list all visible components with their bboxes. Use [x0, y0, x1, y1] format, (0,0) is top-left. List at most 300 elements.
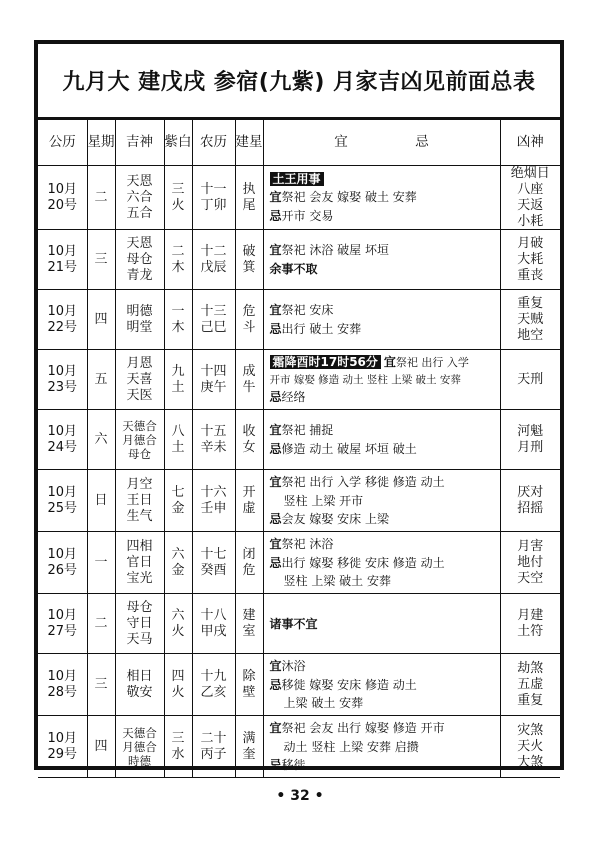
nongli-cell: [192, 470, 235, 532]
xiongshen-cell-line: 河魁: [517, 424, 544, 440]
yiji-line: [270, 657, 500, 676]
xiongshen-cell: [500, 410, 560, 470]
yiji-text: 祭祀 沐浴: [281, 537, 334, 552]
table-row: [38, 532, 560, 594]
jishen-cell: [115, 654, 164, 716]
xiongshen-cell-line: 大耗: [517, 252, 544, 267]
xiongshen-cell-line: 土符: [517, 623, 544, 639]
date-cell-line: 22号: [47, 319, 78, 335]
xiongshen-cell: [500, 166, 560, 230]
date-cell: [38, 410, 87, 470]
table-row: [38, 350, 560, 410]
jishen-cell-line: 母仓: [126, 252, 153, 267]
zibai-cell: [164, 470, 192, 532]
jishen-cell-line: 守日: [126, 616, 153, 631]
jishen-cell-line: 宝光: [126, 570, 153, 586]
yiji-line: [270, 320, 500, 339]
jishen-cell-line: 青龙: [126, 267, 153, 283]
jianxing-cell-line: 满: [242, 731, 256, 747]
jishen-cell-line: 月恩: [126, 356, 153, 372]
yiji-line: [270, 188, 500, 207]
jishen-cell-line: 五合: [126, 205, 153, 221]
zibai-cell-line: 四: [171, 669, 185, 685]
zibai-cell: [164, 594, 192, 654]
xiongshen-cell-line: 天返: [517, 197, 544, 213]
week-cell: 四: [87, 716, 115, 778]
nongli-cell-line: 十八: [200, 608, 227, 624]
yiji-line: [270, 473, 500, 492]
yiji-tag: 宜: [269, 190, 282, 205]
table-row: [38, 290, 560, 350]
xiongshen-cell: [500, 654, 560, 716]
table-row: [38, 654, 560, 716]
yiji-cell: [263, 532, 500, 594]
yiji-tag: 忌: [269, 209, 282, 224]
jianxing-cell: [235, 350, 263, 410]
nongli-cell-line: 甲戌: [200, 623, 227, 639]
week-cell: 日: [87, 470, 115, 532]
xiongshen-cell: [500, 594, 560, 654]
xiongshen-cell-line: 厌对: [517, 485, 544, 501]
highlight-badge: 霜降酉时17时56分: [270, 355, 381, 369]
nongli-cell-line: 十三: [200, 304, 227, 320]
jishen-cell-line: 天医: [126, 387, 153, 403]
yiji-text: 祭祀 会友 嫁娶 破土 安葬: [281, 190, 417, 205]
week-cell: 三: [87, 654, 115, 716]
zibai-cell: [164, 410, 192, 470]
zibai-cell-line: 一: [171, 304, 185, 320]
yiji-line: [270, 260, 500, 279]
jianxing-cell-line: 箕: [242, 259, 256, 275]
date-cell: [38, 594, 87, 654]
date-cell-line: 25号: [47, 500, 78, 516]
week-cell: 二: [87, 166, 115, 230]
jishen-cell-line: 時德: [128, 753, 151, 768]
xiongshen-cell-line: 重复: [517, 692, 544, 708]
week-cell: 二: [87, 594, 115, 654]
header-jianxing: 建星: [235, 120, 263, 166]
jianxing-cell-line: 室: [242, 623, 256, 639]
yiji-tag: 忌: [269, 321, 282, 336]
table-row: [38, 594, 560, 654]
xiongshen-cell-line: 八座: [517, 181, 544, 197]
yiji-text: 开市 嫁娶 修造 动土 竖柱 上梁 破土 安葬: [269, 373, 461, 386]
xiongshen-cell-line: 月刑: [517, 439, 544, 455]
xiongshen-cell: [500, 230, 560, 290]
yiji-cell: [263, 350, 500, 410]
zibai-cell-line: 三: [171, 731, 185, 747]
jishen-cell: [115, 470, 164, 532]
zibai-cell-line: 金: [171, 500, 185, 516]
yiji-cell: [263, 594, 500, 654]
jishen-cell-line: 天恩: [126, 173, 153, 189]
zibai-cell-line: 木: [171, 319, 185, 335]
xiongshen-cell-line: 月害: [517, 539, 544, 555]
yiji-cell: [263, 410, 500, 470]
nongli-cell-line: 十五: [200, 424, 227, 440]
date-cell-line: 10月: [47, 364, 78, 380]
yiji-cell: [263, 166, 500, 230]
date-cell-line: 27号: [47, 623, 78, 639]
jishen-cell-line: 相日: [126, 669, 153, 685]
nongli-cell-line: 己巳: [200, 319, 227, 335]
yiji-tag: 忌: [269, 758, 282, 773]
jianxing-cell: [235, 166, 263, 230]
yiji-line: [270, 301, 500, 320]
nongli-cell-line: 十二: [200, 244, 227, 260]
nongli-cell: [192, 532, 235, 594]
xiongshen-cell-line: 地付: [517, 555, 544, 570]
page-number: • 32 •: [276, 788, 324, 804]
xiongshen-cell-line: 劫煞: [517, 661, 544, 677]
date-cell: [38, 716, 87, 778]
yiji-line: [270, 676, 500, 695]
nongli-cell-line: 壬申: [200, 500, 227, 516]
week-cell: 六: [87, 410, 115, 470]
jishen-cell: [115, 290, 164, 350]
jianxing-cell-line: 闭: [242, 547, 256, 563]
yiji-cell: [263, 230, 500, 290]
date-cell-line: 21号: [47, 259, 78, 275]
yiji-text: 祭祀 捕捉: [281, 423, 334, 438]
nongli-cell-line: 庚午: [200, 379, 227, 395]
yiji-tag: 宜: [383, 355, 396, 370]
zibai-cell-line: 火: [171, 623, 185, 639]
table-row: [38, 230, 560, 290]
xiongshen-cell: [500, 532, 560, 594]
xiongshen-cell: [500, 470, 560, 532]
yiji-line: [270, 421, 500, 440]
zibai-cell-line: 金: [171, 562, 185, 578]
jianxing-cell-line: 女: [242, 439, 256, 455]
zibai-cell: [164, 290, 192, 350]
date-cell-line: 10月: [47, 669, 78, 685]
xiongshen-cell-line: 重复: [517, 296, 544, 312]
yiji-text: 祭祀 出行 入学 移徙 修造 动土: [281, 475, 445, 490]
yiji-line: [270, 719, 500, 738]
jianxing-cell-line: 斗: [242, 319, 256, 335]
yiji-line: [270, 353, 500, 372]
nongli-cell: [192, 716, 235, 778]
yiji-tag: 宜: [269, 243, 282, 258]
zibai-cell: [164, 532, 192, 594]
yiji-line: [270, 535, 500, 554]
date-cell-line: 10月: [47, 304, 78, 320]
jishen-cell-line: 母仓: [126, 600, 153, 616]
date-cell-line: 10月: [47, 608, 78, 624]
xiongshen-cell: [500, 290, 560, 350]
zibai-cell-line: 六: [171, 547, 185, 563]
yiji-tag: 忌: [269, 390, 282, 405]
nongli-cell-line: 十六: [200, 485, 227, 501]
header-zibai: 紫白: [164, 120, 192, 166]
nongli-cell-line: 丁卯: [200, 197, 227, 213]
nongli-cell-line: 癸酉: [200, 562, 227, 578]
yiji-text: 出行 嫁娶 移徙 安床 修造 动土: [281, 555, 445, 570]
jianxing-cell-line: 危: [242, 304, 256, 320]
yiji-cell: [263, 716, 500, 778]
nongli-cell-line: 十一: [200, 181, 227, 197]
date-cell: [38, 290, 87, 350]
yiji-text: 沐浴: [281, 659, 306, 674]
xiongshen-cell-line: 灾煞: [517, 723, 544, 739]
xiongshen-cell-line: 小耗: [517, 213, 544, 229]
week-cell: 五: [87, 350, 115, 410]
jishen-cell-line: 天德合: [122, 418, 157, 433]
date-cell: [38, 230, 87, 290]
header-date: 公历: [38, 120, 87, 166]
table-row: [38, 410, 560, 470]
yiji-text: 移徙 嫁娶 安床 修造 动土: [281, 677, 417, 692]
jianxing-cell-line: 成: [242, 364, 256, 380]
jianxing-cell-line: 除: [242, 669, 256, 685]
yiji-line: [270, 756, 500, 775]
yiji-line: [270, 388, 500, 407]
yiji-line: [270, 572, 500, 591]
highlight-badge: 土王用事: [270, 172, 324, 186]
jishen-cell-line: 天德合: [122, 725, 157, 740]
week-cell: 四: [87, 290, 115, 350]
yiji-text: 祭祀 沐浴 破屋 坏垣: [281, 243, 389, 258]
jishen-cell-line: 月德合: [122, 739, 157, 754]
nongli-cell: [192, 230, 235, 290]
yiji-cell: [263, 470, 500, 532]
zibai-cell: [164, 230, 192, 290]
week-cell: 三: [87, 230, 115, 290]
jishen-cell-line: 生气: [126, 508, 153, 524]
yiji-line: [270, 694, 500, 713]
yiji-line: [270, 207, 500, 226]
yiji-tag: 忌: [269, 677, 282, 692]
yiji-line: [270, 510, 500, 529]
yiji-text: 祭祀 安床: [281, 303, 334, 318]
date-cell-line: 10月: [47, 181, 78, 197]
xiongshen-cell-line: 招摇: [517, 500, 544, 516]
nongli-cell-line: 乙亥: [200, 684, 227, 700]
jianxing-cell-line: 收: [242, 424, 256, 440]
yiji-tag: 忌: [269, 441, 282, 456]
jishen-cell-line: 四相: [126, 539, 153, 555]
xiongshen-cell-line: 月破: [517, 236, 544, 252]
date-cell: [38, 654, 87, 716]
yiji-tag: 宜: [269, 659, 282, 674]
jianxing-cell: [235, 410, 263, 470]
zibai-cell: [164, 350, 192, 410]
date-cell-line: 10月: [47, 547, 78, 563]
jishen-cell: [115, 230, 164, 290]
yiji-text: 诸事不宜: [269, 616, 318, 631]
nongli-cell: [192, 166, 235, 230]
yiji-text: 竖柱 上梁 破土 安葬: [283, 574, 391, 589]
yiji-cell: [263, 290, 500, 350]
date-cell-line: 10月: [47, 485, 78, 501]
jianxing-cell-line: 危: [242, 562, 256, 578]
yiji-tag: 宜: [269, 721, 282, 736]
jishen-cell-line: 六合: [126, 189, 153, 205]
jishen-cell: [115, 716, 164, 778]
almanac-table: [38, 119, 560, 778]
jishen-cell-line: 母仓: [128, 446, 151, 461]
nongli-cell: [192, 350, 235, 410]
yiji-line: [270, 440, 500, 459]
yiji-text: 开市 交易: [281, 209, 334, 224]
jianxing-cell-line: 牛: [242, 379, 256, 395]
yiji-text: 移徙: [281, 758, 306, 773]
date-cell: [38, 532, 87, 594]
header-nongli: 农历: [192, 120, 235, 166]
jianxing-cell: [235, 654, 263, 716]
jianxing-cell: [235, 532, 263, 594]
zibai-cell-line: 火: [171, 684, 185, 700]
date-cell-line: 10月: [47, 244, 78, 260]
yiji-tag: 宜: [269, 303, 282, 318]
nongli-cell: [192, 290, 235, 350]
jishen-cell-line: 明德: [126, 304, 153, 320]
table-row: [38, 166, 560, 230]
yiji-tag: 宜: [269, 423, 282, 438]
table-row: [38, 716, 560, 778]
zibai-cell-line: 二: [171, 244, 185, 260]
yiji-tag: 宜: [269, 475, 282, 490]
nongli-cell: [192, 410, 235, 470]
jianxing-cell-line: 执: [242, 181, 256, 197]
yiji-tag: 忌: [269, 512, 282, 527]
nongli-cell-line: 十四: [200, 364, 227, 380]
date-cell: [38, 350, 87, 410]
header-week: 星期: [87, 120, 115, 166]
jishen-cell-line: 敬安: [126, 684, 153, 700]
nongli-cell-line: 丙子: [200, 746, 227, 762]
jishen-cell: [115, 166, 164, 230]
header-jishen: 吉神: [115, 120, 164, 166]
jishen-cell-line: 月德合: [122, 432, 157, 447]
jishen-cell-line: 官日: [126, 555, 153, 570]
xiongshen-cell: [500, 350, 560, 410]
xiongshen-cell-line: 月建: [517, 608, 544, 624]
jishen-cell-line: 明堂: [126, 319, 153, 335]
jianxing-cell: [235, 290, 263, 350]
date-cell-line: 29号: [47, 746, 78, 762]
yiji-line: [270, 738, 500, 757]
jianxing-cell-line: 虚: [242, 500, 256, 516]
jianxing-cell-line: 破: [242, 244, 256, 260]
yiji-line: [270, 372, 500, 388]
jishen-cell-line: 天马: [126, 631, 153, 647]
xiongshen-cell-line: 天空: [517, 570, 544, 586]
xiongshen-cell-line: 绝烟日: [510, 166, 550, 181]
jishen-cell: [115, 532, 164, 594]
xiongshen-cell-line: 天刑: [517, 372, 544, 387]
yiji-text: 竖柱 上梁 开市: [283, 493, 364, 508]
date-cell-line: 23号: [47, 379, 78, 395]
jianxing-cell: [235, 470, 263, 532]
nongli-cell-line: 二十: [200, 731, 227, 747]
yiji-text: 动土 竖柱 上梁 安葬 启攒: [283, 739, 419, 754]
nongli-cell-line: 十九: [200, 669, 227, 685]
yiji-cell: [263, 654, 500, 716]
xiongshen-cell-line: 五虚: [517, 677, 544, 692]
page-title: 九月大 建戊戌 参宿(九紫) 月家吉凶见前面总表: [38, 44, 560, 119]
yiji-line: [270, 615, 500, 634]
xiongshen-cell-line: 天火: [517, 739, 544, 754]
jishen-cell-line: 月空: [126, 477, 153, 493]
zibai-cell-line: 三: [171, 181, 185, 197]
yiji-line: [270, 554, 500, 573]
zibai-cell-line: 水: [171, 746, 185, 762]
header-yiji: 宜 忌: [263, 120, 500, 166]
yiji-text: 出行 破土 安葬: [281, 321, 362, 336]
nongli-cell-line: 十七: [200, 547, 227, 563]
nongli-cell: [192, 654, 235, 716]
date-cell-line: 10月: [47, 424, 78, 440]
date-cell-line: 10月: [47, 731, 78, 747]
jianxing-cell: [235, 716, 263, 778]
yiji-text: 修造 动土 破屋 坏垣 破土: [281, 441, 417, 456]
jianxing-cell-line: 壁: [242, 684, 256, 700]
xiongshen-cell-line: 大煞: [517, 754, 544, 770]
jishen-cell-line: 王日: [126, 493, 153, 508]
jishen-cell: [115, 350, 164, 410]
jianxing-cell: [235, 230, 263, 290]
zibai-cell-line: 八: [171, 424, 185, 440]
zibai-cell-line: 木: [171, 259, 185, 275]
date-cell: [38, 470, 87, 532]
jishen-cell-line: 天恩: [126, 236, 153, 252]
zibai-cell: [164, 166, 192, 230]
yiji-text: 会友 嫁娶 安床 上梁: [281, 512, 389, 527]
zibai-cell-line: 火: [171, 197, 185, 213]
date-cell-line: 24号: [47, 439, 78, 455]
zibai-cell-line: 七: [171, 485, 185, 501]
table-row: [38, 470, 560, 532]
zibai-cell-line: 九: [171, 364, 185, 380]
zibai-cell-line: 六: [171, 608, 185, 624]
almanac-frame: [34, 40, 564, 773]
date-cell: [38, 166, 87, 230]
week-cell: 一: [87, 532, 115, 594]
jianxing-cell-line: 开: [242, 485, 256, 501]
yiji-line: [270, 492, 500, 511]
yiji-line: [270, 241, 500, 260]
xiongshen-cell-line: 地空: [517, 327, 544, 343]
almanac-body: [38, 166, 560, 778]
zibai-cell: [164, 654, 192, 716]
yiji-tag: 忌: [269, 555, 282, 570]
yiji-line: [270, 170, 500, 189]
date-cell-line: 26号: [47, 562, 78, 578]
jianxing-cell-line: 尾: [242, 197, 256, 213]
zibai-cell: [164, 716, 192, 778]
header-row: [38, 120, 560, 166]
zibai-cell-line: 土: [171, 379, 185, 395]
nongli-cell-line: 戊辰: [200, 259, 227, 275]
yiji-text: 上梁 破土 安葬: [283, 696, 364, 711]
xiongshen-cell-line: 重丧: [517, 267, 544, 283]
xiongshen-cell: [500, 716, 560, 778]
xiongshen-cell-line: 天贼: [517, 312, 544, 327]
jishen-cell: [115, 594, 164, 654]
yiji-text: 经络: [281, 390, 306, 405]
yiji-text: 余事不取: [269, 261, 318, 276]
date-cell-line: 20号: [47, 197, 78, 213]
jianxing-cell: [235, 594, 263, 654]
jishen-cell-line: 天喜: [126, 372, 153, 387]
yiji-text: 祭祀 出行 入学: [395, 356, 469, 370]
jishen-cell: [115, 410, 164, 470]
yiji-tag: 宜: [269, 537, 282, 552]
jianxing-cell-line: 建: [242, 608, 256, 624]
zibai-cell-line: 土: [171, 439, 185, 455]
